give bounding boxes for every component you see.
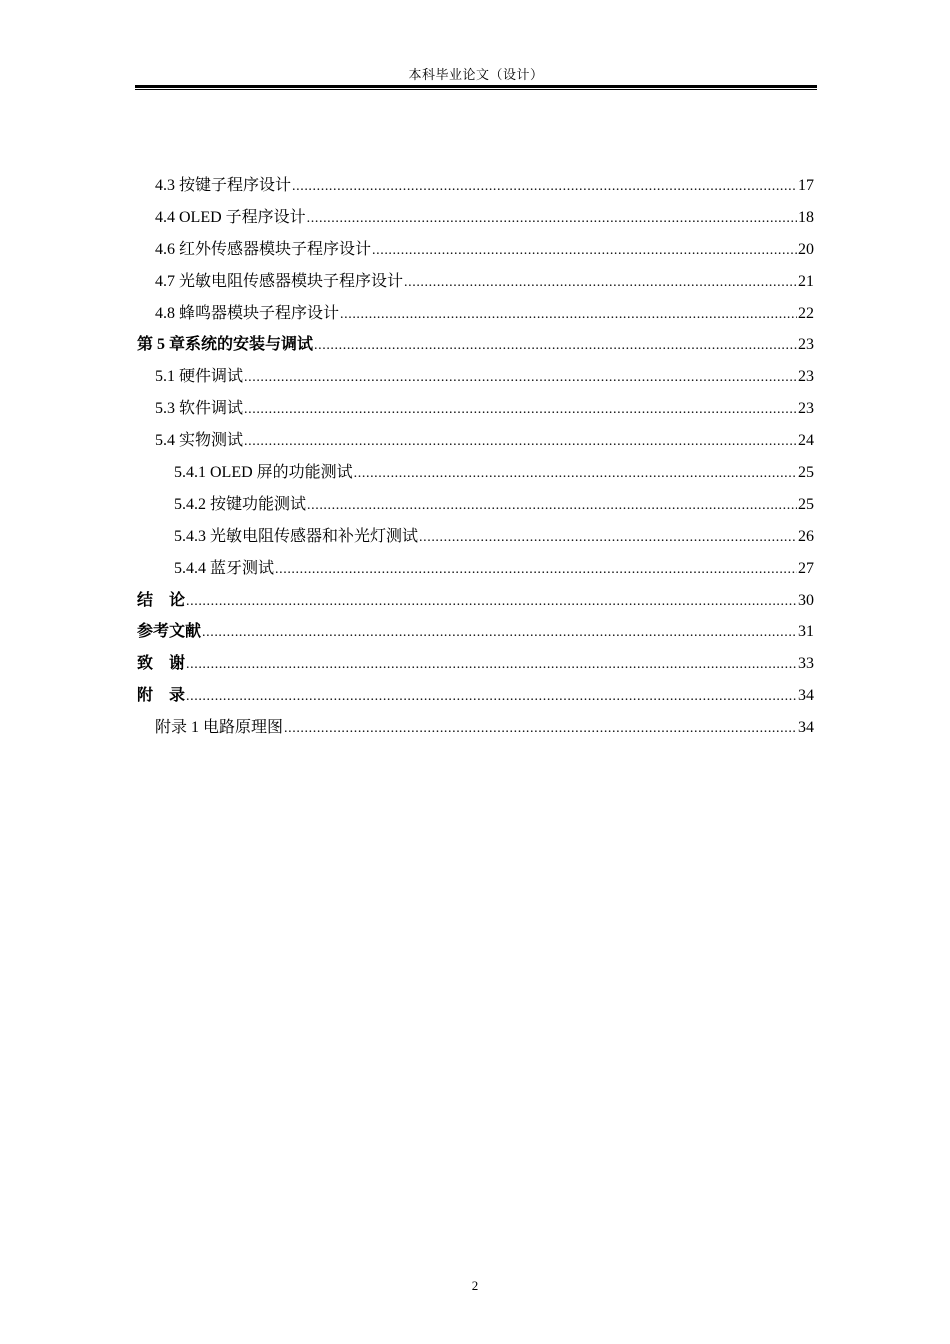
toc-entry-page: 30 — [798, 591, 814, 609]
toc-entry-label: 4.6 红外传感器模块子程序设计 — [155, 240, 372, 258]
toc-entry[interactable] — [137, 714, 814, 746]
toc-entry[interactable] — [137, 682, 814, 714]
toc-entry-page: 17 — [798, 177, 814, 194]
toc-entry[interactable] — [137, 459, 814, 491]
toc-dot-leader — [354, 460, 797, 488]
toc-entry-page: 24 — [798, 432, 814, 450]
toc-entry-label: 4.7 光敏电阻传感器模块子程序设计 — [155, 272, 404, 290]
toc-entry[interactable] — [137, 555, 814, 587]
toc-entry-page: 23 — [798, 368, 814, 386]
toc-entry[interactable] — [137, 331, 814, 363]
toc-dot-leader — [186, 683, 797, 711]
toc-entry-label: 5.4.2 按键功能测试 — [174, 495, 307, 513]
toc-entry-label: 致 谢 — [137, 655, 186, 673]
toc-entry[interactable] — [137, 172, 814, 204]
toc-entry-label: 4.8 蜂鸣器模块子程序设计 — [155, 304, 340, 322]
header-rule-thin — [135, 89, 817, 90]
toc-entry[interactable] — [137, 491, 814, 523]
toc-entry-page: 34 — [798, 687, 814, 705]
toc-entry[interactable] — [137, 618, 814, 650]
toc-entry-page: 22 — [798, 304, 814, 322]
toc-entry[interactable] — [137, 587, 814, 619]
toc-entry[interactable] — [137, 204, 814, 236]
toc-entry-page: 21 — [798, 272, 814, 290]
toc-dot-leader — [404, 269, 797, 297]
toc-entry-page: 23 — [798, 336, 814, 354]
toc-dot-leader — [275, 556, 797, 584]
toc-entry[interactable] — [137, 523, 814, 555]
toc-entry-label: 5.4.3 光敏电阻传感器和补光灯测试 — [174, 527, 419, 545]
toc-dot-leader — [186, 651, 797, 679]
toc-entry-page: 34 — [798, 719, 814, 737]
toc-dot-leader — [292, 173, 797, 201]
toc-entry-label: 参考文献 — [137, 623, 202, 641]
toc-entry-label: 附录 1 电路原理图 — [155, 719, 284, 737]
toc-dot-leader — [419, 524, 797, 552]
toc-entry[interactable] — [137, 650, 814, 682]
toc-dot-leader — [244, 364, 797, 392]
toc-entry-label: 5.1 硬件调试 — [155, 368, 244, 386]
toc-dot-leader — [284, 715, 797, 743]
toc-dot-leader — [244, 396, 797, 424]
toc-entry[interactable] — [137, 363, 814, 395]
toc-entry-label: 结 论 — [137, 591, 186, 609]
toc-entry-label: 5.3 软件调试 — [155, 400, 244, 418]
table-of-contents — [137, 172, 814, 746]
toc-entry-page: 18 — [798, 208, 814, 226]
toc-entry[interactable] — [137, 236, 814, 268]
toc-entry-page: 26 — [798, 527, 814, 545]
toc-entry-label: 4.4 OLED 子程序设计 — [155, 208, 306, 226]
toc-entry-page: 23 — [798, 400, 814, 418]
toc-dot-leader — [307, 205, 797, 233]
toc-entry[interactable] — [137, 300, 814, 332]
toc-entry-label: 第 5 章系统的安装与调试 — [137, 336, 314, 354]
toc-entry-page: 25 — [798, 495, 814, 513]
toc-dot-leader — [314, 332, 797, 360]
toc-dot-leader — [307, 492, 797, 520]
toc-dot-leader — [202, 619, 797, 647]
toc-entry[interactable] — [137, 268, 814, 300]
toc-entry-page: 33 — [798, 655, 814, 673]
toc-dot-leader — [244, 428, 797, 456]
toc-entry[interactable] — [137, 395, 814, 427]
toc-dot-leader — [372, 237, 797, 265]
toc-entry-label: 附 录 — [137, 687, 186, 705]
toc-dot-leader — [340, 301, 797, 329]
toc-entry[interactable] — [137, 427, 814, 459]
toc-entry-page: 20 — [798, 240, 814, 258]
toc-dot-leader — [186, 588, 797, 616]
toc-entry-label: 4.3 按键子程序设计 — [155, 177, 292, 194]
toc-entry-label: 5.4 实物测试 — [155, 432, 244, 450]
toc-entry-page: 25 — [798, 464, 814, 482]
toc-entry-label: 5.4.1 OLED 屏的功能测试 — [174, 464, 353, 482]
toc-entry-page: 27 — [798, 559, 814, 577]
toc-entry-page: 31 — [798, 623, 814, 641]
page-number: 2 — [471, 1278, 479, 1293]
toc-entry-label: 5.4.4 蓝牙测试 — [174, 559, 275, 577]
page-header-title: 本科毕业论文（设计） — [408, 67, 544, 82]
header-rule — [135, 85, 817, 88]
